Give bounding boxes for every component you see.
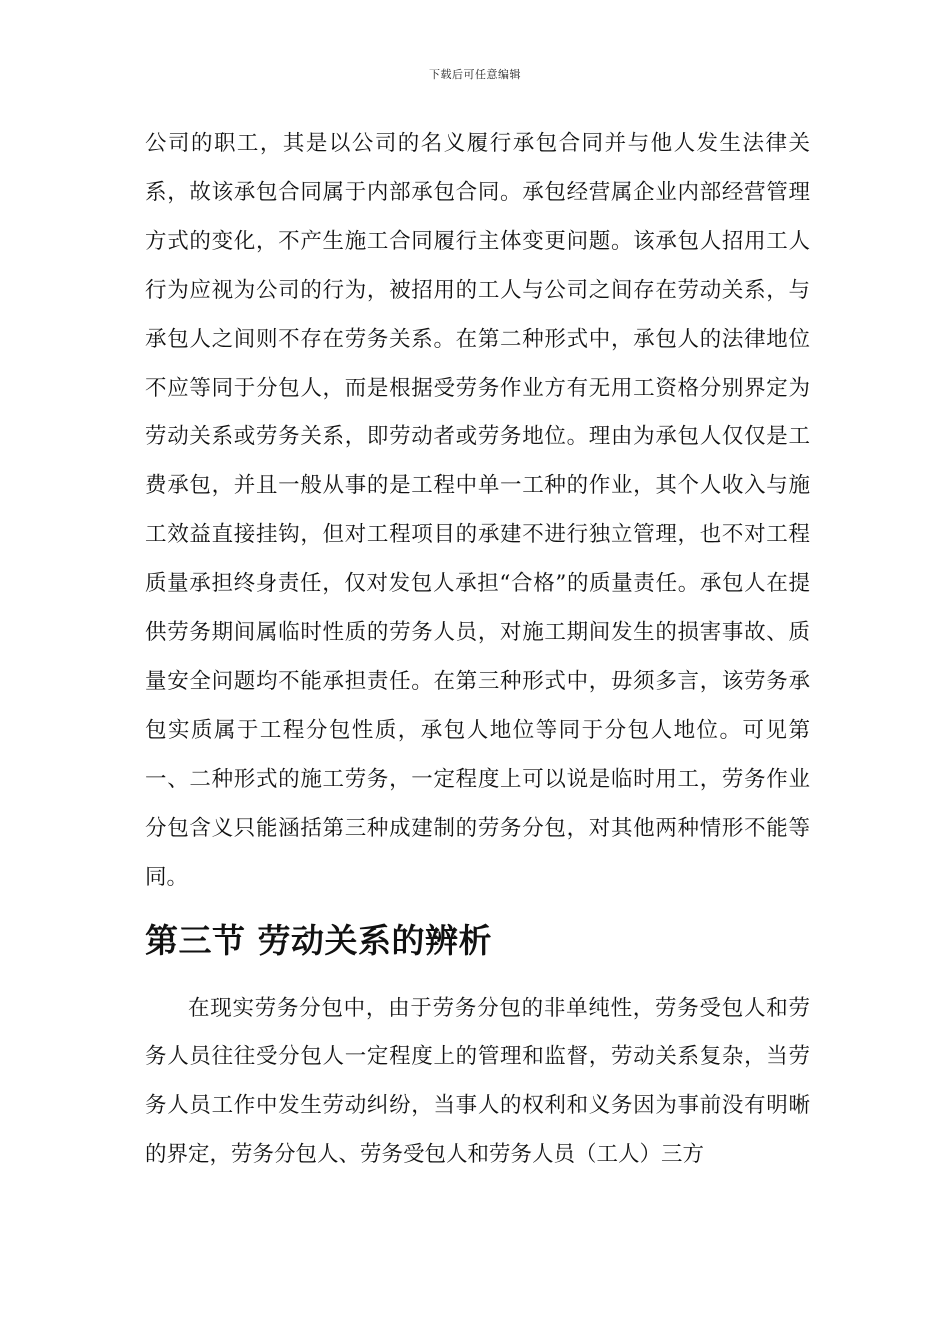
paragraph-1: 公司的职工，其是以公司的名义履行承包合同并与他人发生法律关系，故该承包合同属于内部承包合同。承包经营属企业内部经营管理方式的变化，不产生施工合同履行主体变更问题。该承包人招用工人行为应视为公司的行为，被招用的工人与公司之间存在劳动关系，与承包人之间则不存在劳务关系。在第二种形式中，承包人的法律地位不应等同于分包人，而是根据受劳务作业方有无用工资格分别界定为劳动关系或劳务关系，即劳动者或劳务地位。理由为承包人仅仅是工费承包，并且一般从事的是工程中单一工种的作业，其个人收入与施工效益直接挂钩，但对工程项目的承建不进行独立管理，也不对工程质量承担终身责任，仅对发包人承担“合格”的质量责任。承包人在提供劳务期间属临时性质的劳务人员，对施工期间发生的损害事故、质量安全问题均不能承担责任。在第三种形式中，毋须多言，该劳务承包实质属于工程分包性质，承包人地位等同于分包人地位。可见第一、二种形式的施工劳务，一定程度上可以说是临时用工，劳务作业分包含义只能涵括第三种成建制的劳务分包，对其他两种情形不能等同。 [145, 131, 810, 890]
header-note: 下载后可任意编辑 [429, 68, 521, 81]
section-heading: 第三节 劳动关系的辨析 [145, 920, 492, 960]
paragraph-2: 在现实劳务分包中，由于劳务分包的非单纯性，劳务受包人和劳务人员往往受分包人一定程度上的管理和监督，劳动关系复杂，当劳务人员工作中发生劳动纠纷，当事人的权利和义务因为事前没有明晰的界定，劳务分包人、劳务受包人和劳务人员（工人）三方 [145, 995, 810, 1168]
document-body [145, 120, 810, 1180]
